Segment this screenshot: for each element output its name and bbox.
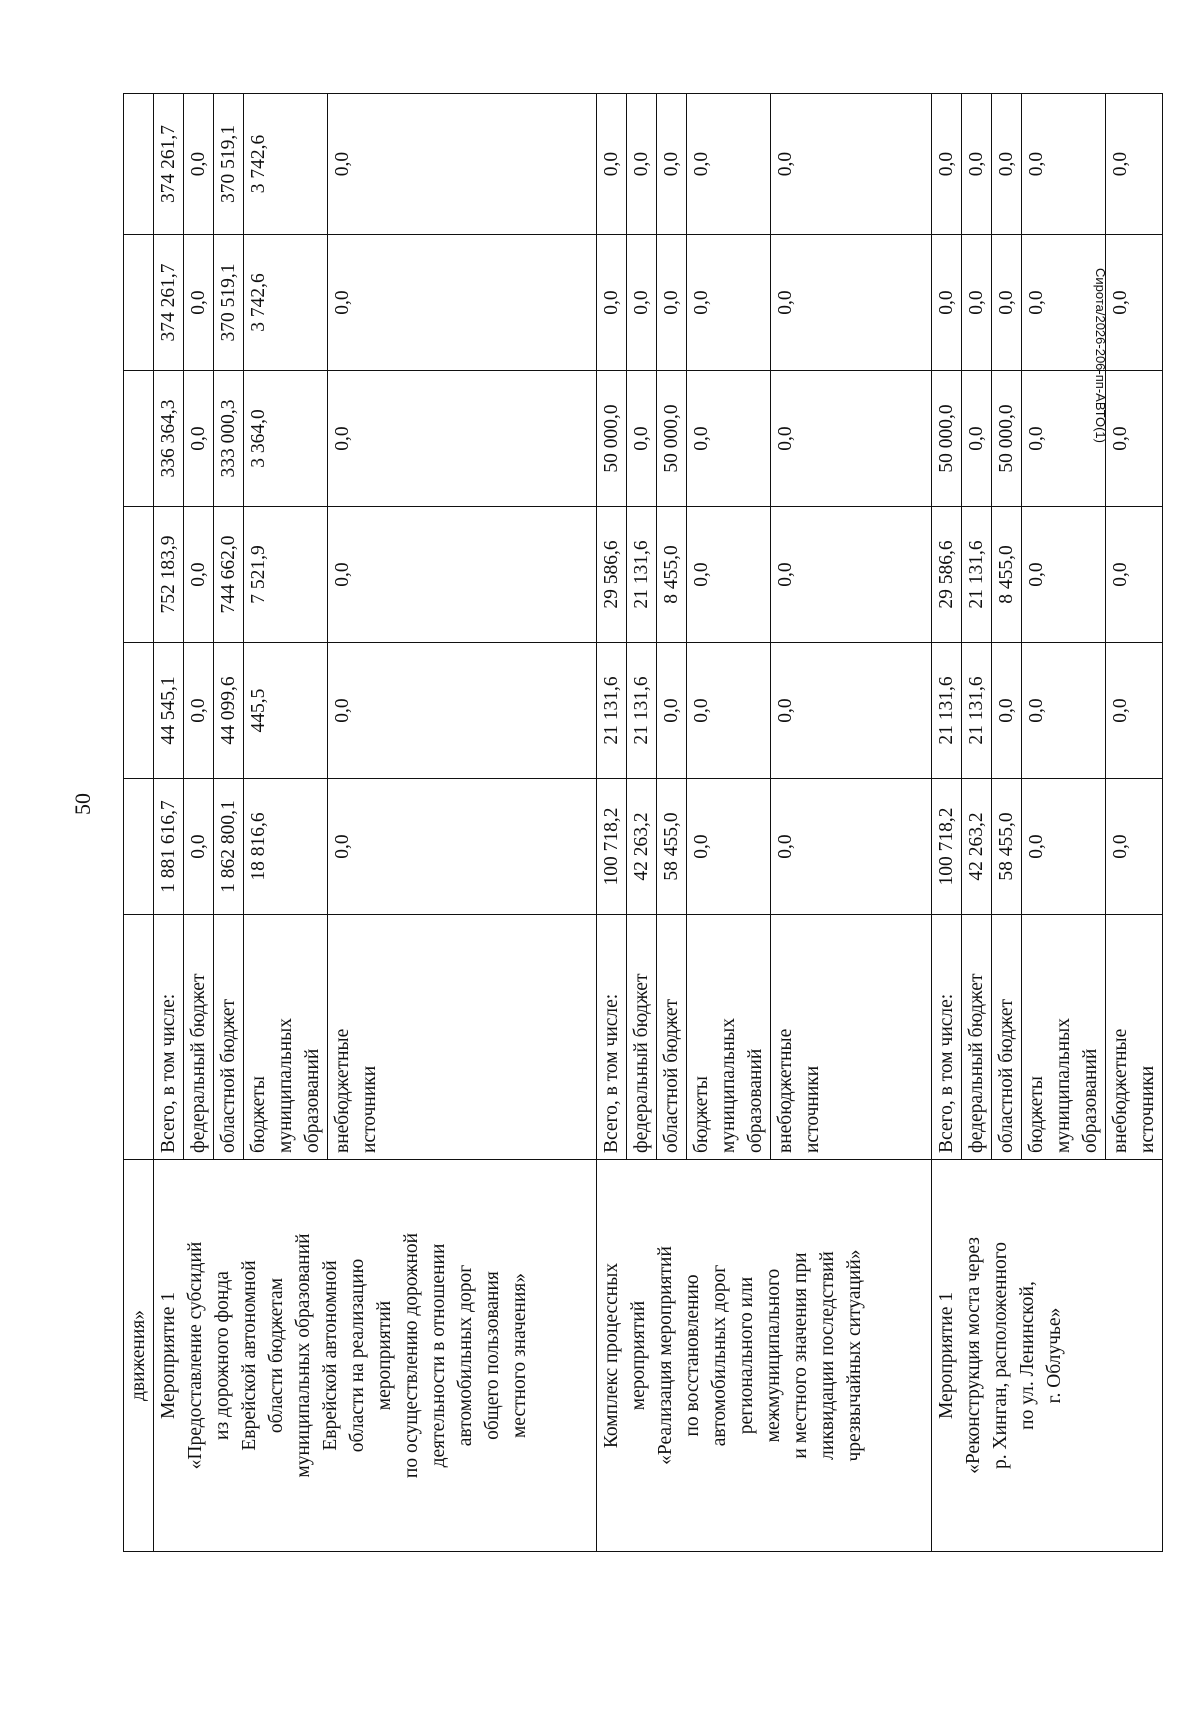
amount-cell: 21 131,6 <box>932 643 962 779</box>
measure-name-line: деятельности в отношении <box>428 1243 449 1468</box>
funding-source-line: образований <box>1080 1048 1101 1153</box>
funding-source-line: федеральный бюджет <box>966 973 987 1153</box>
funding-source-line: образований <box>745 1048 766 1153</box>
amount-cell: 0,0 <box>328 371 597 507</box>
amount-cell: 0,0 <box>771 643 932 779</box>
funding-source-line: внебюджетные <box>775 1028 796 1153</box>
funding-source-line: Всего, в том числе: <box>601 993 622 1153</box>
continued-label-cell: движения» <box>124 1160 154 1552</box>
amount-cell: 0,0 <box>597 94 627 235</box>
funding-source-cell <box>1022 915 1106 1160</box>
measure-name-line: Еврейской автономной <box>239 1260 260 1451</box>
amount-cell: 29 586,6 <box>932 507 962 643</box>
amount-cell: 0,0 <box>597 235 627 371</box>
amount-cell: 29 586,6 <box>597 507 627 643</box>
budget-table <box>123 93 1163 1552</box>
amount-cell: 21 131,6 <box>627 507 657 643</box>
amount-cell: 1 881 616,7 <box>154 779 184 915</box>
amount-cell: 0,0 <box>1022 643 1106 779</box>
amount-cell: 44 545,1 <box>154 643 184 779</box>
amount-cell: 3 742,6 <box>244 235 328 371</box>
amount-cell: 50 000,0 <box>597 371 627 507</box>
amount-cell: 0,0 <box>184 507 214 643</box>
measure-name-line: Мероприятие 1 <box>936 1291 957 1420</box>
amount-cell: 100 718,2 <box>597 779 627 915</box>
amount-cell: 0,0 <box>657 235 687 371</box>
funding-source-line: источники <box>359 1065 380 1153</box>
amount-cell: 0,0 <box>962 371 992 507</box>
amount-cell: 58 455,0 <box>992 779 1022 915</box>
amount-cell: 42 263,2 <box>627 779 657 915</box>
amount-cell: 0,0 <box>687 235 771 371</box>
measure-name-line: муниципальных образований <box>293 1233 314 1478</box>
amount-cell: 44 099,6 <box>214 643 244 779</box>
measure-name-line: «Реализация мероприятий <box>655 1246 676 1465</box>
amount-cell: 752 183,9 <box>154 507 184 643</box>
amount-cell: 100 718,2 <box>932 779 962 915</box>
funding-source-cell <box>184 915 214 1160</box>
amount-cell: 0,0 <box>962 94 992 235</box>
amount-cell: 0,0 <box>627 235 657 371</box>
funding-source-line: муниципальных <box>275 1017 296 1153</box>
amount-cell: 0,0 <box>184 779 214 915</box>
measure-name-line: Комплекс процессных <box>601 1262 622 1449</box>
amount-cell: 0,0 <box>627 94 657 235</box>
budget-table-wrapper <box>123 94 1163 1552</box>
table-row-continuation <box>124 94 154 1552</box>
funding-source-line: областной бюджет <box>996 998 1017 1153</box>
page-number: 50 <box>70 793 95 815</box>
amount-cell: 0,0 <box>771 94 932 235</box>
measure-name-cell <box>597 1160 932 1552</box>
funding-source-cell <box>1106 915 1163 1160</box>
measure-name-line: межмуниципального <box>763 1268 784 1443</box>
measure-name-line: по восстановлению <box>682 1274 703 1437</box>
measure-name-line: из дорожного фонда <box>212 1271 233 1440</box>
measure-name-line: Еврейской автономной <box>320 1260 341 1451</box>
measure-name-line: «Реконструкция моста через <box>963 1237 984 1474</box>
amount-cell: 50 000,0 <box>992 371 1022 507</box>
amount-cell: 3 364,0 <box>244 371 328 507</box>
amount-cell: 0,0 <box>184 94 214 235</box>
measure-name-line: автомобильных дорог <box>455 1264 476 1447</box>
amount-cell: 8 455,0 <box>992 507 1022 643</box>
amount-cell: 0,0 <box>687 507 771 643</box>
amount-cell: 0,0 <box>687 371 771 507</box>
amount-cell: 0,0 <box>771 235 932 371</box>
amount-cell: 8 455,0 <box>657 507 687 643</box>
amount-cell: 0,0 <box>184 235 214 371</box>
funding-source-cell <box>771 915 932 1160</box>
funding-source-line: Всего, в том числе: <box>158 993 179 1153</box>
funding-source-cell <box>328 915 597 1160</box>
funding-source-line: муниципальных <box>1053 1017 1074 1153</box>
amount-cell: 0,0 <box>1022 507 1106 643</box>
measure-name-line: мероприятий <box>628 1300 649 1411</box>
funding-source-line: федеральный бюджет <box>188 973 209 1153</box>
funding-source-line: бюджеты <box>1026 1076 1047 1153</box>
budget-table-body <box>124 94 1163 1552</box>
funding-source-cell <box>992 915 1022 1160</box>
amount-cell: 0,0 <box>932 94 962 235</box>
amount-cell: 0,0 <box>657 94 687 235</box>
measure-name-cell <box>154 1160 597 1552</box>
measure-name-line: области на реализацию <box>347 1258 368 1453</box>
funding-source-line: областной бюджет <box>661 998 682 1153</box>
measure-name-line: области бюджетам <box>266 1277 287 1434</box>
amount-cell: 0,0 <box>962 235 992 371</box>
empty-cell <box>124 779 154 915</box>
funding-source-cell <box>657 915 687 1160</box>
funding-source-cell <box>932 915 962 1160</box>
amount-cell: 21 131,6 <box>597 643 627 779</box>
amount-cell: 445,5 <box>244 643 328 779</box>
amount-cell: 744 662,0 <box>214 507 244 643</box>
measure-name-line: р. Хинган, расположенного <box>990 1241 1011 1470</box>
amount-cell: 1 862 800,1 <box>214 779 244 915</box>
measure-name-line: ликвидации последствий <box>817 1251 838 1460</box>
amount-cell: 0,0 <box>1022 235 1106 371</box>
funding-source-line: внебюджетные <box>1110 1028 1131 1153</box>
funding-source-line: образований <box>302 1048 323 1153</box>
measure-name-line: автомобильных дорог <box>709 1264 730 1447</box>
amount-cell: 370 519,1 <box>214 94 244 235</box>
measure-name-line: мероприятий <box>374 1300 395 1411</box>
funding-source-line: областной бюджет <box>218 998 239 1153</box>
amount-cell: 0,0 <box>1022 371 1106 507</box>
amount-cell: 58 455,0 <box>657 779 687 915</box>
amount-cell: 3 742,6 <box>244 94 328 235</box>
amount-cell: 0,0 <box>687 94 771 235</box>
amount-cell: 0,0 <box>771 779 932 915</box>
table-row <box>597 94 627 1552</box>
funding-source-cell <box>597 915 627 1160</box>
empty-cell <box>124 235 154 371</box>
measure-name-line: регионального или <box>736 1276 757 1435</box>
funding-source-cell <box>154 915 184 1160</box>
amount-cell: 0,0 <box>1106 507 1163 643</box>
amount-cell: 0,0 <box>932 235 962 371</box>
funding-source-cell <box>214 915 244 1160</box>
measure-name-line: по ул. Ленинской, <box>1017 1281 1038 1430</box>
amount-cell: 0,0 <box>627 371 657 507</box>
funding-source-cell <box>687 915 771 1160</box>
amount-cell: 0,0 <box>328 643 597 779</box>
amount-cell: 0,0 <box>771 507 932 643</box>
amount-cell: 0,0 <box>1106 643 1163 779</box>
funding-source-cell <box>627 915 657 1160</box>
amount-cell: 21 131,6 <box>962 507 992 643</box>
measure-name-line: «Предоставление субсидий <box>185 1241 206 1470</box>
amount-cell: 374 261,7 <box>154 94 184 235</box>
funding-source-line: Всего, в том числе: <box>936 993 957 1153</box>
amount-cell: 18 816,6 <box>244 779 328 915</box>
amount-cell: 333 000,3 <box>214 371 244 507</box>
document-code: Сирота/2026-206-пп-АВТО(1) <box>1093 268 1108 443</box>
amount-cell: 0,0 <box>1022 94 1106 235</box>
measure-name-line: по осуществлению дорожной <box>401 1232 422 1479</box>
amount-cell: 0,0 <box>328 94 597 235</box>
measure-name-line: общего пользования <box>482 1271 503 1440</box>
amount-cell: 50 000,0 <box>657 371 687 507</box>
funding-source-cell <box>962 915 992 1160</box>
empty-cell <box>124 94 154 235</box>
measure-name-cell <box>932 1160 1163 1552</box>
amount-cell: 0,0 <box>657 643 687 779</box>
amount-cell: 7 521,9 <box>244 507 328 643</box>
funding-source-line: источники <box>1137 1065 1158 1153</box>
measure-name-line: чрезвычайных ситуаций» <box>844 1249 865 1462</box>
amount-cell: 0,0 <box>184 371 214 507</box>
amount-cell: 0,0 <box>184 643 214 779</box>
measure-name-line: Мероприятие 1 <box>158 1291 179 1420</box>
amount-cell: 21 131,6 <box>962 643 992 779</box>
table-row <box>932 94 962 1552</box>
funding-source-line: муниципальных <box>718 1017 739 1153</box>
funding-source-cell <box>244 915 328 1160</box>
amount-cell: 0,0 <box>687 779 771 915</box>
amount-cell: 42 263,2 <box>962 779 992 915</box>
funding-source-line: внебюджетные <box>332 1028 353 1153</box>
amount-cell: 0,0 <box>1106 371 1163 507</box>
amount-cell: 0,0 <box>771 371 932 507</box>
empty-cell <box>124 643 154 779</box>
amount-cell: 0,0 <box>1106 94 1163 235</box>
empty-cell <box>124 915 154 1160</box>
amount-cell: 0,0 <box>328 779 597 915</box>
amount-cell: 0,0 <box>328 235 597 371</box>
measure-name-line: г. Облучье» <box>1044 1307 1065 1404</box>
amount-cell: 50 000,0 <box>932 371 962 507</box>
amount-cell: 0,0 <box>992 643 1022 779</box>
funding-source-line: бюджеты <box>691 1076 712 1153</box>
amount-cell: 370 519,1 <box>214 235 244 371</box>
funding-source-line: бюджеты <box>248 1076 269 1153</box>
amount-cell: 0,0 <box>1106 779 1163 915</box>
amount-cell: 374 261,7 <box>154 235 184 371</box>
amount-cell: 21 131,6 <box>627 643 657 779</box>
table-row <box>154 94 184 1552</box>
amount-cell: 0,0 <box>1022 779 1106 915</box>
amount-cell: 336 364,3 <box>154 371 184 507</box>
empty-cell <box>124 371 154 507</box>
measure-name-line: местного значения» <box>509 1272 530 1439</box>
funding-source-line: федеральный бюджет <box>631 973 652 1153</box>
amount-cell: 0,0 <box>687 643 771 779</box>
measure-name-line: и местного значения при <box>790 1252 811 1459</box>
amount-cell: 0,0 <box>992 235 1022 371</box>
funding-source-line: источники <box>802 1065 823 1153</box>
amount-cell: 0,0 <box>1106 235 1163 371</box>
amount-cell: 0,0 <box>328 507 597 643</box>
empty-cell <box>124 507 154 643</box>
amount-cell: 0,0 <box>992 94 1022 235</box>
